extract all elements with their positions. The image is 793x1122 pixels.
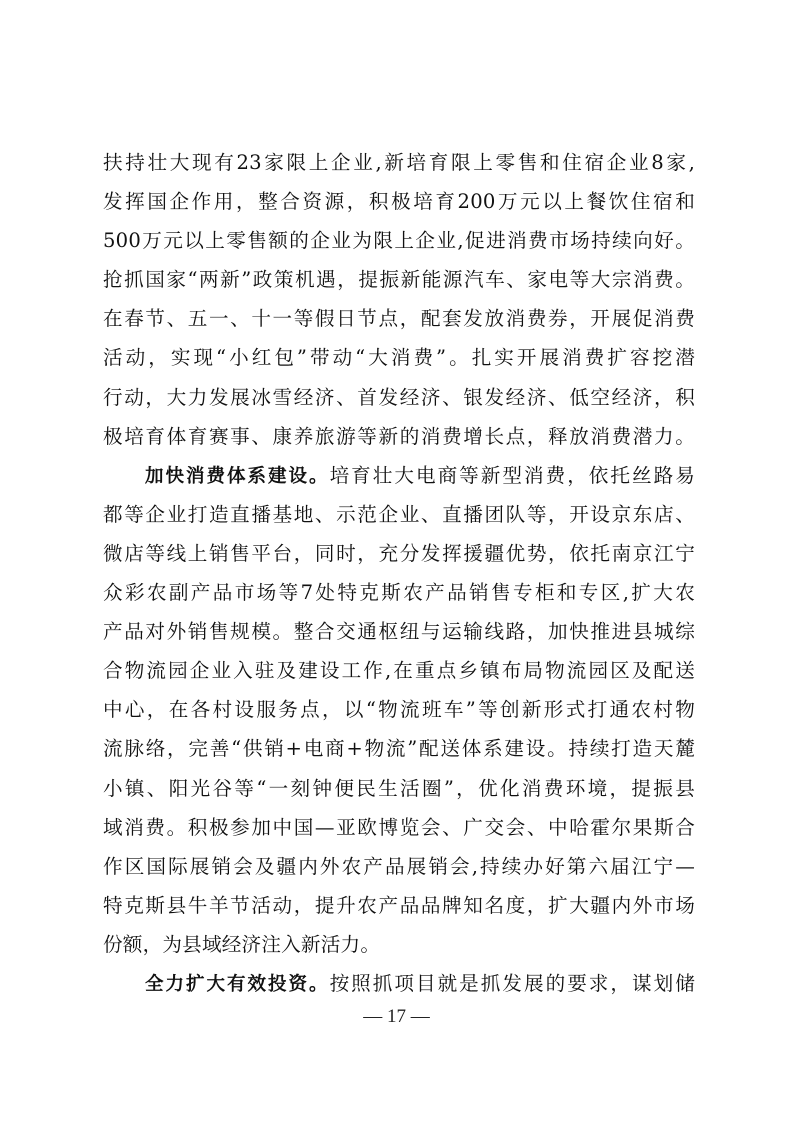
page-number: — 17 — <box>363 1006 430 1027</box>
text-line: 份额，为县域经济注入新活力。 <box>103 932 381 956</box>
text-span: 培育壮大电商等新型消费，依托丝路易 <box>329 463 695 487</box>
text-line: 在春节、五一、十一等假日节点，配套发放消费券，开展促消费 <box>103 307 695 331</box>
text-line: 小镇、阳光谷等“一刻钟便民生活圈”，优化消费环境，提振县 <box>103 776 695 800</box>
paragraph-first-line <box>103 964 695 1003</box>
text-line: 都等企业打造直播基地、示范企业、直播团队等，开设京东店、 <box>103 502 695 526</box>
text-line: 特克斯县牛羊节活动，提升农产品品牌知名度，扩大疆内外市场 <box>103 893 695 917</box>
paragraph-first-line <box>103 456 695 495</box>
text-line: 域消费。积极参加中国—亚欧博览会、广交会、中哈霍尔果斯合 <box>103 815 695 839</box>
text-line: 极培育体育赛事、康养旅游等新的消费增长点，释放消费潜力。 <box>103 424 695 448</box>
text-line: 活动，实现“小红包”带动“大消费”。扎实开展消费扩容挖潜 <box>103 346 695 370</box>
text-line: 500万元以上零售额的企业为限上企业,促进消费市场持续向好。 <box>103 229 695 253</box>
text-line: 合物流园企业入驻及建设工作,在重点乡镇布局物流园区及配送 <box>103 659 695 683</box>
text-span: 按照抓项目就是抓发展的要求，谋划储 <box>329 971 695 995</box>
text-line: 发挥国企作用，整合资源，积极培育200万元以上餐饮住宿和 <box>103 190 695 214</box>
text-line: 行动，大力发展冰雪经济、首发经济、银发经济、低空经济，积 <box>103 385 695 409</box>
text-line: 流脉络，完善“供销+电商+物流”配送体系建设。持续打造天麓 <box>103 737 695 761</box>
text-line: 微店等线上销售平台，同时，充分发挥援疆优势，依托南京江宁 <box>103 541 695 565</box>
text-line: 众彩农副产品市场等7处特克斯农产品销售专柜和专区,扩大农 <box>103 581 695 605</box>
text-line: 中心，在各村设服务点，以“物流班车”等创新形式打通农村物 <box>103 698 695 722</box>
paragraph-heading: 全力扩大有效投资。 <box>145 973 330 995</box>
body-text <box>103 143 695 1003</box>
text-line: 扶持壮大现有23家限上企业,新培育限上零售和住宿企业8家, <box>103 151 695 174</box>
text-line: 抢抓国家“两新”政策机遇，提振新能源汽车、家电等大宗消费。 <box>103 268 695 292</box>
text-line: 产品对外销售规模。整合交通枢纽与运输线路，加快推进县城综 <box>103 620 695 644</box>
paragraph-heading: 加快消费体系建设。 <box>145 465 330 487</box>
text-line: 作区国际展销会及疆内外农产品展销会,持续办好第六届江宁— <box>103 854 695 878</box>
